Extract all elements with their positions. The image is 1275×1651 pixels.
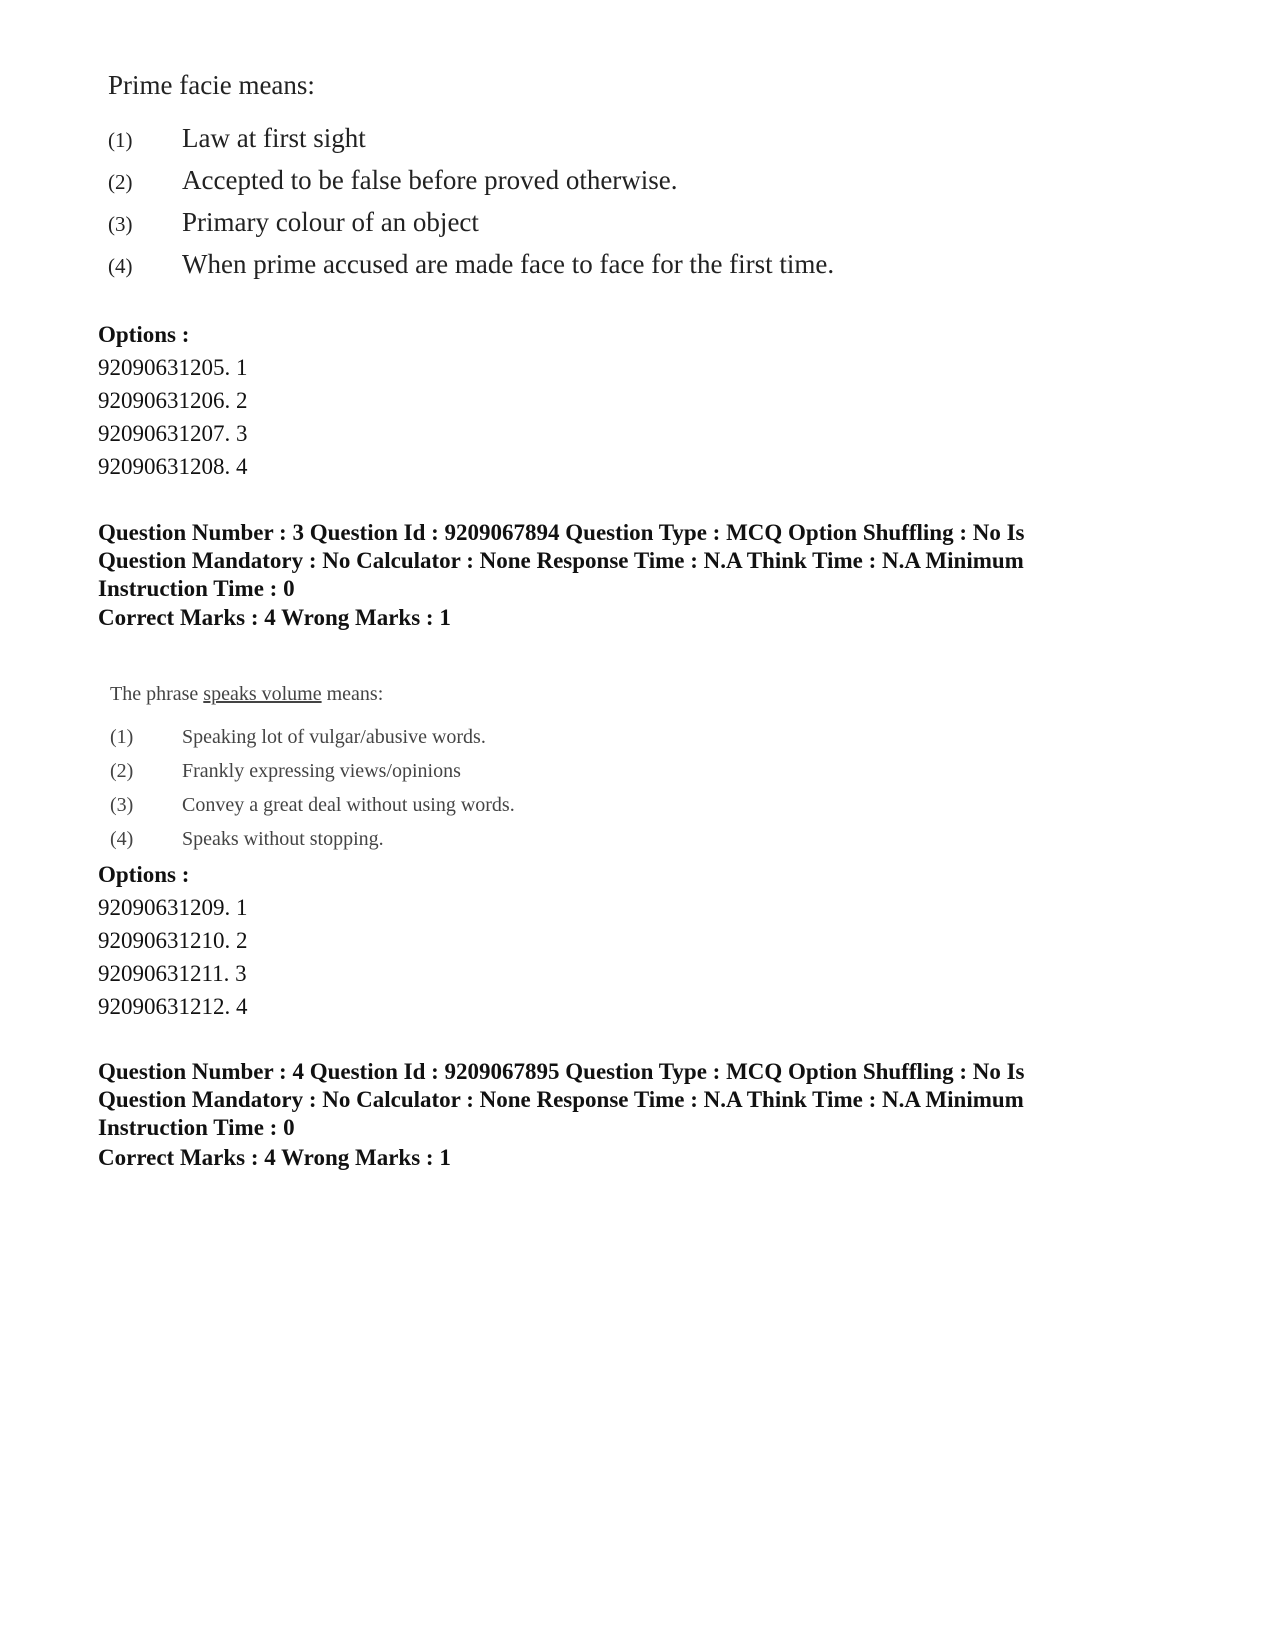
choice-text: Law at first sight xyxy=(182,123,366,153)
choice-text: Accepted to be false before proved otherwise. xyxy=(182,165,678,195)
choice-number: (2) xyxy=(108,170,133,194)
question-marks: Correct Marks : 4 Wrong Marks : 1 xyxy=(98,1145,451,1170)
question-meta-line: Instruction Time : 0 xyxy=(98,1115,295,1140)
answer-option: 92090631207. 3 xyxy=(98,421,248,446)
choice-number: (3) xyxy=(110,794,134,816)
choice-number: (4) xyxy=(110,828,134,850)
question-meta xyxy=(98,1058,1178,1142)
answer-option: 92090631206. 2 xyxy=(98,388,248,413)
question-meta xyxy=(98,519,1178,603)
question-meta-line: Question Mandatory : No Calculator : None Response Time : N.A Think Time : N.A Minimum xyxy=(98,548,1024,573)
question-choice xyxy=(110,794,515,817)
choice-text: Convey a great deal without using words. xyxy=(182,794,515,816)
question-meta-line: Question Mandatory : No Calculator : None Response Time : N.A Think Time : N.A Minimum xyxy=(98,1087,1024,1112)
stem-prefix: The phrase xyxy=(110,683,204,705)
choice-number: (4) xyxy=(108,254,133,278)
question-meta-line: Question Number : 4 Question Id : 9209067895 Question Type : MCQ Option Shuffling : No Is xyxy=(98,1059,1025,1084)
question-choice xyxy=(108,123,366,154)
answer-option: 92090631210. 2 xyxy=(98,928,248,953)
stem-underlined-phrase: speaks volume xyxy=(203,683,322,705)
question-meta-line: Question Number : 3 Question Id : 9209067894 Question Type : MCQ Option Shuffling : No Is xyxy=(98,520,1025,545)
choice-text: Speaking lot of vulgar/abusive words. xyxy=(182,726,486,748)
question-choice xyxy=(110,828,384,851)
question-stem: Prime facie means: xyxy=(108,70,315,100)
answer-option: 92090631211. 3 xyxy=(98,961,247,986)
choice-number: (1) xyxy=(110,726,134,748)
question-stem xyxy=(110,683,383,706)
question-choice xyxy=(110,726,486,749)
choice-number: (1) xyxy=(108,128,133,152)
question-choice xyxy=(110,760,461,783)
options-heading: Options : xyxy=(98,322,190,347)
question-choice xyxy=(108,207,479,238)
choice-text: Primary colour of an object xyxy=(182,207,479,237)
choice-text: Speaks without stopping. xyxy=(182,828,384,850)
choice-text: Frankly expressing views/opinions xyxy=(182,760,461,782)
choice-text: When prime accused are made face to face for the first time. xyxy=(182,249,835,279)
choice-number: (3) xyxy=(108,212,133,236)
question-choice xyxy=(108,249,834,280)
choice-number: (2) xyxy=(110,760,134,782)
answer-option: 92090631208. 4 xyxy=(98,454,248,479)
answer-option: 92090631212. 4 xyxy=(98,994,248,1019)
question-marks: Correct Marks : 4 Wrong Marks : 1 xyxy=(98,605,451,630)
options-heading: Options : xyxy=(98,862,190,887)
stem-suffix: means: xyxy=(321,683,384,705)
answer-option: 92090631205. 1 xyxy=(98,355,248,380)
answer-option: 92090631209. 1 xyxy=(98,895,248,920)
question-meta-line: Instruction Time : 0 xyxy=(98,576,295,601)
question-choice xyxy=(108,165,678,196)
